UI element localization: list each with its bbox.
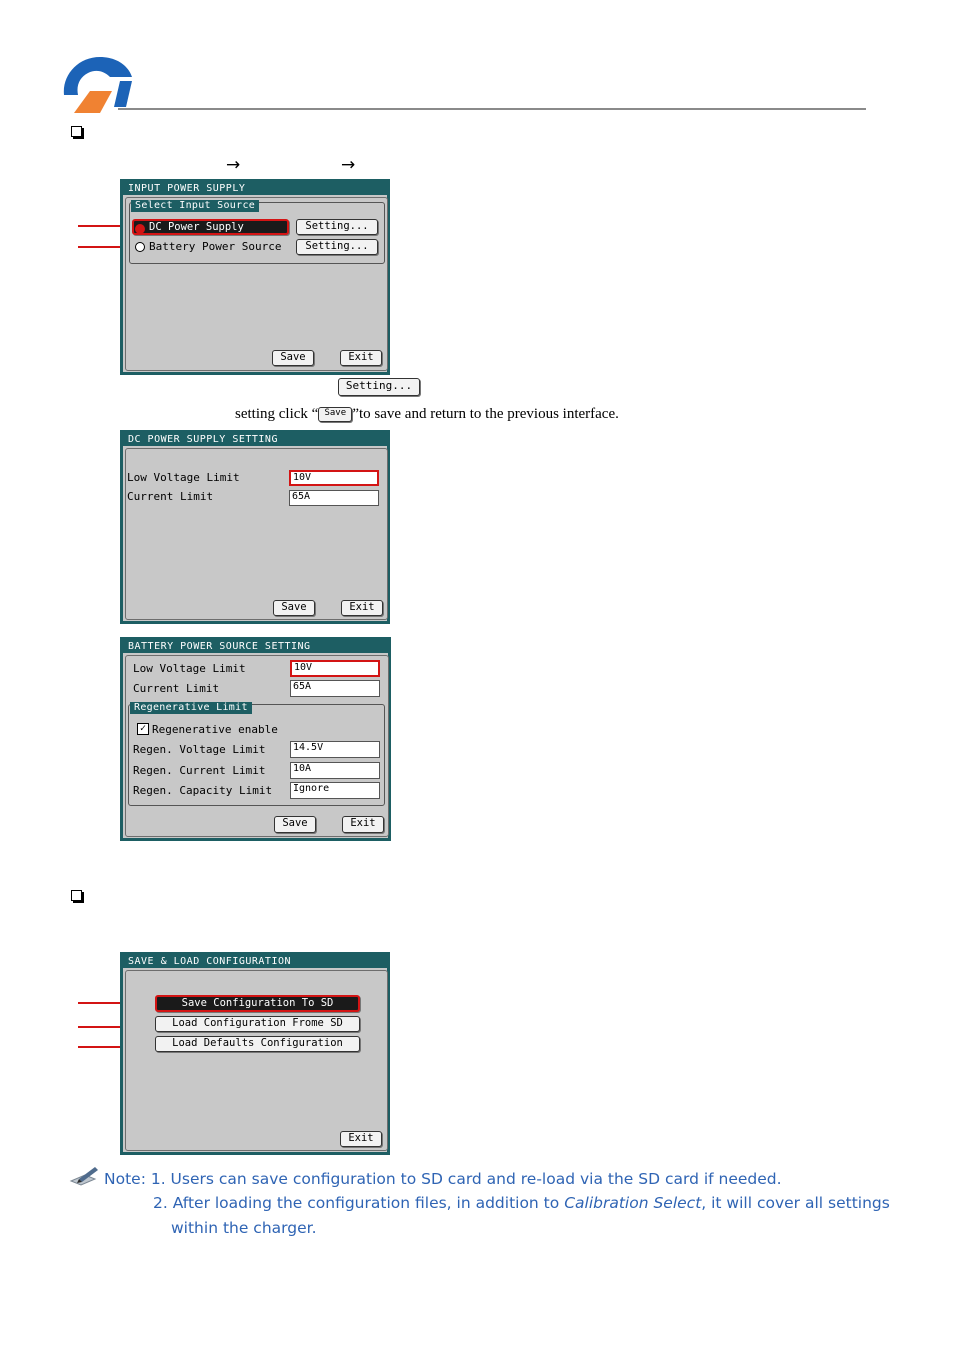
instruction-text: ”to save and return to the previous interface. [352, 406, 619, 422]
note-text: , it will cover all settings [701, 1194, 890, 1212]
option-label: DC Power Supply [149, 221, 244, 233]
regen-voltage-limit-label: Regen. Voltage Limit [133, 743, 266, 756]
save-button[interactable]: Save [273, 600, 315, 616]
arrow-right-icon: → [226, 155, 241, 175]
load-defaults-configuration-button[interactable]: Load Defaults Configuration [155, 1036, 360, 1052]
save-load-configuration-screen [120, 952, 390, 1155]
battery-power-source-setting-screen [120, 637, 391, 841]
regenerative-enable-checkbox[interactable]: ✓ [137, 723, 149, 735]
inline-setting-button: Setting... [338, 378, 420, 396]
radio-button[interactable] [135, 242, 145, 252]
pencil-note-icon [69, 1165, 99, 1187]
current-limit-label: Current Limit [127, 490, 214, 503]
exit-button[interactable]: Exit [341, 600, 383, 616]
save-button[interactable]: Save [272, 350, 314, 366]
low-voltage-limit-field[interactable]: 10V [289, 470, 379, 486]
regen-voltage-limit-field[interactable]: 14.5V [290, 741, 380, 758]
section-bullet [71, 890, 82, 901]
group-label: Select Input Source [131, 200, 259, 212]
regen-current-limit-field[interactable]: 10A [290, 762, 380, 779]
group-label: Regenerative Limit [130, 702, 252, 714]
company-logo [60, 55, 134, 115]
note-line-2 [153, 1194, 890, 1212]
regen-current-limit-label: Regen. Current Limit [133, 764, 266, 777]
screen-title: BATTERY POWER SOURCE SETTING [123, 640, 388, 653]
save-configuration-to-sd-button[interactable]: Save Configuration To SD [155, 995, 360, 1012]
dc-power-supply-option[interactable] [132, 219, 289, 235]
note-line-1: Note: 1. Users can save configuration to SD card and re-load via the SD card if needed. [104, 1170, 782, 1188]
input-power-supply-screen [120, 179, 390, 375]
exit-button[interactable]: Exit [340, 1131, 382, 1147]
note-line-3: within the charger. [171, 1219, 317, 1237]
screen-title: DC POWER SUPPLY SETTING [123, 433, 387, 446]
dc-power-supply-setting-screen [120, 430, 390, 624]
low-voltage-limit-label: Low Voltage Limit [127, 471, 240, 484]
exit-button[interactable]: Exit [342, 816, 384, 833]
note-text: 2. After loading the configuration files, in addition to [153, 1194, 565, 1212]
exit-button[interactable]: Exit [340, 350, 382, 366]
inline-save-button: Save [318, 407, 352, 422]
note-emphasis: Calibration Select [564, 1194, 702, 1212]
screen-title: INPUT POWER SUPPLY [123, 182, 387, 195]
current-limit-label: Current Limit [133, 682, 220, 695]
load-configuration-from-sd-button[interactable]: Load Configuration Frome SD [155, 1016, 360, 1032]
current-limit-field[interactable]: 65A [289, 490, 379, 506]
battery-power-source-option[interactable]: Battery Power Source [149, 240, 282, 253]
current-limit-field[interactable]: 65A [290, 680, 380, 697]
instruction-text: setting click “ [235, 406, 319, 422]
save-instruction [235, 406, 619, 425]
regen-capacity-limit-field[interactable]: Ignore [290, 782, 380, 799]
low-voltage-limit-field[interactable]: 10V [290, 660, 380, 677]
save-button[interactable]: Save [274, 816, 316, 833]
regenerative-enable-label: Regenerative enable [152, 723, 278, 736]
arrow-right-icon: → [341, 155, 356, 175]
radio-button-selected[interactable] [135, 224, 145, 234]
low-voltage-limit-label: Low Voltage Limit [133, 662, 246, 675]
header-rule [118, 108, 866, 110]
screen-title: SAVE & LOAD CONFIGURATION [123, 955, 387, 968]
dc-setting-button[interactable]: Setting... [296, 219, 378, 235]
regen-capacity-limit-label: Regen. Capacity Limit [133, 784, 273, 797]
section-bullet [71, 126, 82, 137]
battery-setting-button[interactable]: Setting... [296, 239, 378, 255]
